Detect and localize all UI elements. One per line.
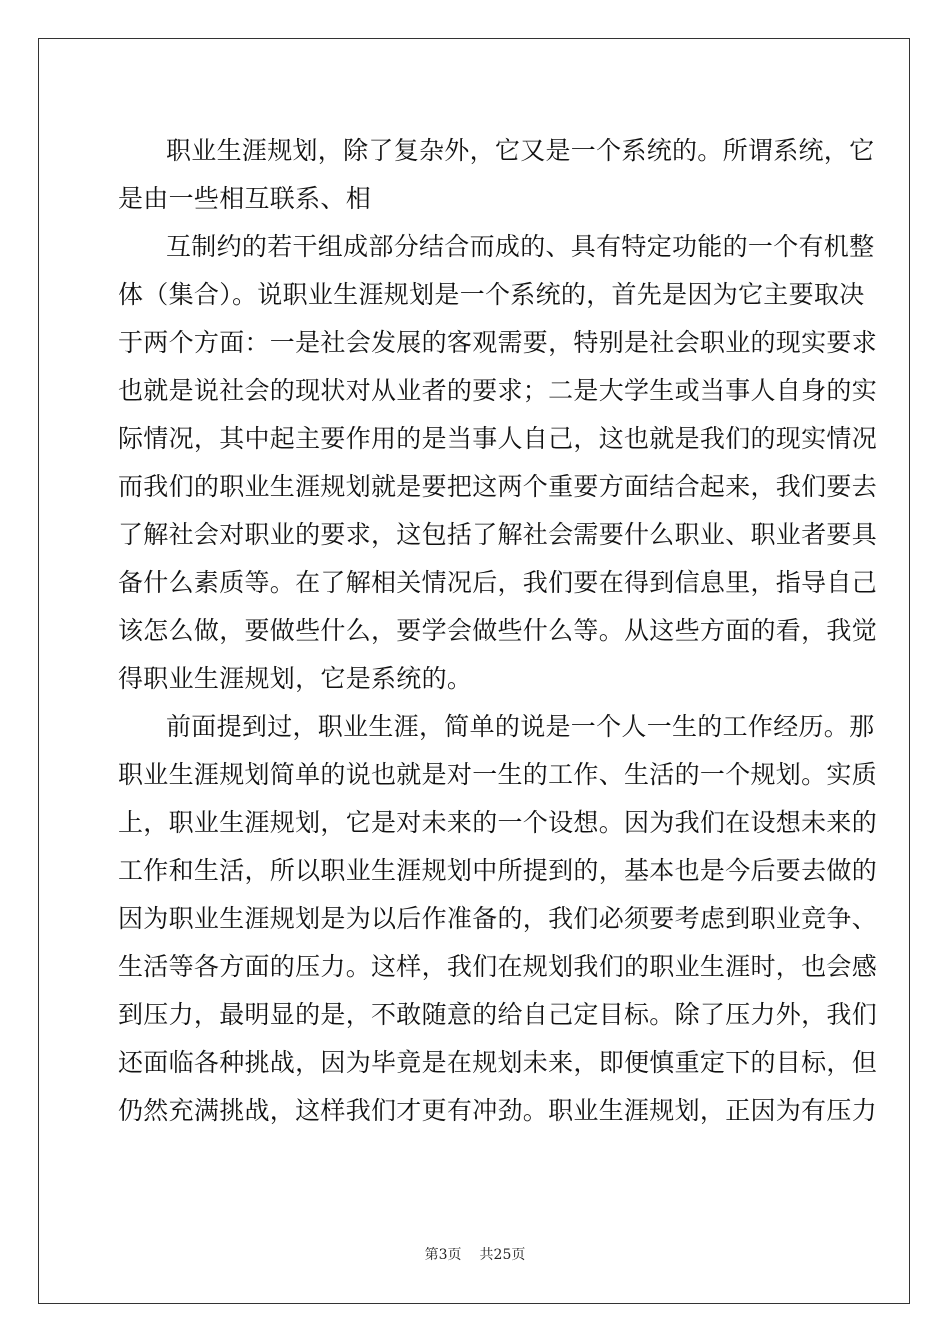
paragraph-line: 前面提到过，职业生涯，简单的说是一个人一生的工作经历。那 xyxy=(166,712,875,741)
paragraph-line: 职业生涯规划简单的说也就是对一生的工作、生活的一个规划。实质 xyxy=(118,760,878,789)
paragraph-line: 互制约的若干组成部分结合而成的、具有特定功能的一个有机整 xyxy=(166,232,875,261)
paragraph-line: 是由一些相互联系、相 xyxy=(118,184,372,213)
paragraph-line: 该怎么做，要做些什么，要学会做些什么等。从这些方面的看，我觉 xyxy=(118,616,878,645)
paragraph-line: 得职业生涯规划，它是系统的。 xyxy=(118,664,473,693)
paragraph-line: 仍然充满挑战，这样我们才更有冲劲。职业生涯规划，正因为有压力 xyxy=(118,1096,878,1125)
paragraph-line: 工作和生活，所以职业生涯规划中所提到的，基本也是今后要去做的 xyxy=(118,856,878,885)
paragraph-line: 上，职业生涯规划，它是对未来的一个设想。因为我们在设想未来的 xyxy=(118,808,878,837)
page-total: 共25页 xyxy=(479,1247,526,1263)
paragraph-line: 生活等各方面的压力。这样，我们在规划我们的职业生涯时，也会感 xyxy=(118,952,878,981)
page-number: 第3页 xyxy=(424,1247,462,1263)
paragraph-line: 体（集合）。说职业生涯规划是一个系统的，首先是因为它主要取决 xyxy=(118,280,865,309)
page-footer xyxy=(0,1246,950,1264)
paragraph-line: 职业生涯规划，除了复杂外，它又是一个系统的。所谓系统，它 xyxy=(166,136,875,165)
paragraph-line: 了解社会对职业的要求，这包括了解社会需要什么职业、职业者要具 xyxy=(118,520,878,549)
paragraph-line: 还面临各种挑战，因为毕竟是在规划未来，即便慎重定下的目标，但 xyxy=(118,1048,878,1077)
paragraph-line: 际情况，其中起主要作用的是当事人自己，这也就是我们的现实情况 xyxy=(118,424,878,453)
paragraph-line: 到压力，最明显的是，不敢随意的给自己定目标。除了压力外，我们 xyxy=(118,1000,878,1029)
paragraph-line: 于两个方面：一是社会发展的客观需要，特别是社会职业的现实要求 xyxy=(118,328,878,357)
paragraph-line: 也就是说社会的现状对从业者的要求；二是大学生或当事人自身的实 xyxy=(118,376,878,405)
paragraph-line: 而我们的职业生涯规划就是要把这两个重要方面结合起来，我们要去 xyxy=(118,472,878,501)
paragraph-line: 备什么素质等。在了解相关情况后，我们要在得到信息里，指导自己 xyxy=(118,568,878,597)
paragraph-line: 因为职业生涯规划是为以后作准备的，我们必须要考虑到职业竞争、 xyxy=(118,904,878,933)
